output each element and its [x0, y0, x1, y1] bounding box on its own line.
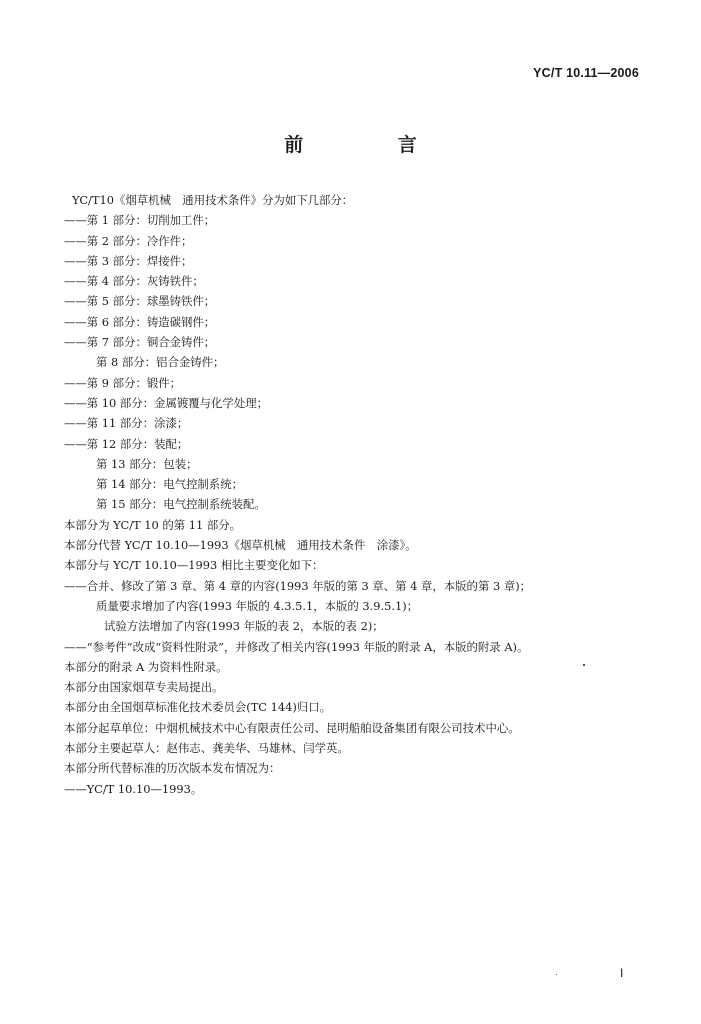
text-line: 本部分由国家烟草专卖局提出。 [64, 680, 224, 695]
foreword-body [64, 190, 644, 799]
text-line: ——第 9 部分：锻件； [64, 375, 182, 390]
text-line: YC/T10《烟草机械 通用技术条件》分为如下几部分： [72, 193, 354, 207]
page-title: 前 言 [284, 134, 461, 156]
document-code: YC/T 10.11—2006 [533, 66, 639, 80]
page-number: I [620, 966, 624, 980]
text-line: ——“参考件”改成“资料性附录”，并修改了相关内容(1993 年版的附录 A，本版的附录 A)。 [64, 639, 529, 654]
text-line: ——第 1 部分：切削加工件； [64, 213, 216, 228]
text-line: ——第 5 部分：球墨铸铁件； [64, 294, 216, 309]
text-line: 本部分起草单位：中烟机械技术中心有限责任公司、昆明船舶设备集团有限公司技术中心。 [64, 720, 520, 735]
text-line: ——第 12 部分：装配； [64, 436, 189, 451]
text-line: ——第 11 部分：涂漆； [64, 416, 189, 431]
text-line: 第 15 部分：电气控制系统装配。 [96, 497, 266, 512]
text-line: ——第 3 部分：焊接件； [64, 253, 193, 268]
scan-speck [583, 664, 585, 666]
text-line: ——第 6 部分：铸造碳钢件； [64, 314, 216, 329]
text-line: ——合并、修改了第 3 章、第 4 章的内容(1993 年版的第 3 章、第 4 章，本版的第 3 章)； [64, 578, 532, 593]
text-line: 本部分代替 YC/T 10.10—1993《烟草机械 通用技术条件 涂漆》。 [64, 538, 417, 553]
text-line: 第 8 部分：铝合金铸件； [96, 355, 225, 370]
text-line: 第 14 部分：电气控制系统； [96, 477, 244, 492]
text-line: 本部分所代替标准的历次版本发布情况为： [64, 761, 281, 776]
text-line: 试验方法增加了内容(1993 年版的表 2，本版的表 2)； [104, 619, 384, 634]
text-line: 质量要求增加了内容(1993 年版的 4.3.5.1，本版的 3.9.5.1)； [96, 598, 419, 613]
text-line: 本部分主要起草人：赵伟志、龚美华、马雄林、闫学英。 [64, 741, 349, 756]
text-line: ——第 4 部分：灰铸铁件； [64, 274, 204, 289]
text-line: ——第 10 部分：金属镀覆与化学处理； [64, 395, 268, 410]
text-line: 第 13 部分：包装； [96, 456, 198, 471]
text-line: ——第 7 部分：铜合金铸件； [64, 335, 216, 350]
text-line: 本部分由全国烟草标准化技术委员会(TC 144)归口。 [64, 700, 331, 715]
text-line: ——第 2 部分：冷作件； [64, 233, 193, 248]
text-line: 本部分为 YC/T 10 的第 11 部分。 [64, 517, 242, 532]
text-line: 本部分与 YC/T 10.10—1993 相比主要变化如下： [64, 558, 324, 573]
text-line: 本部分的附录 A 为资料性附录。 [64, 659, 228, 674]
text-line: ——YC/T 10.10—1993。 [64, 781, 203, 796]
scan-speck [556, 974, 557, 975]
